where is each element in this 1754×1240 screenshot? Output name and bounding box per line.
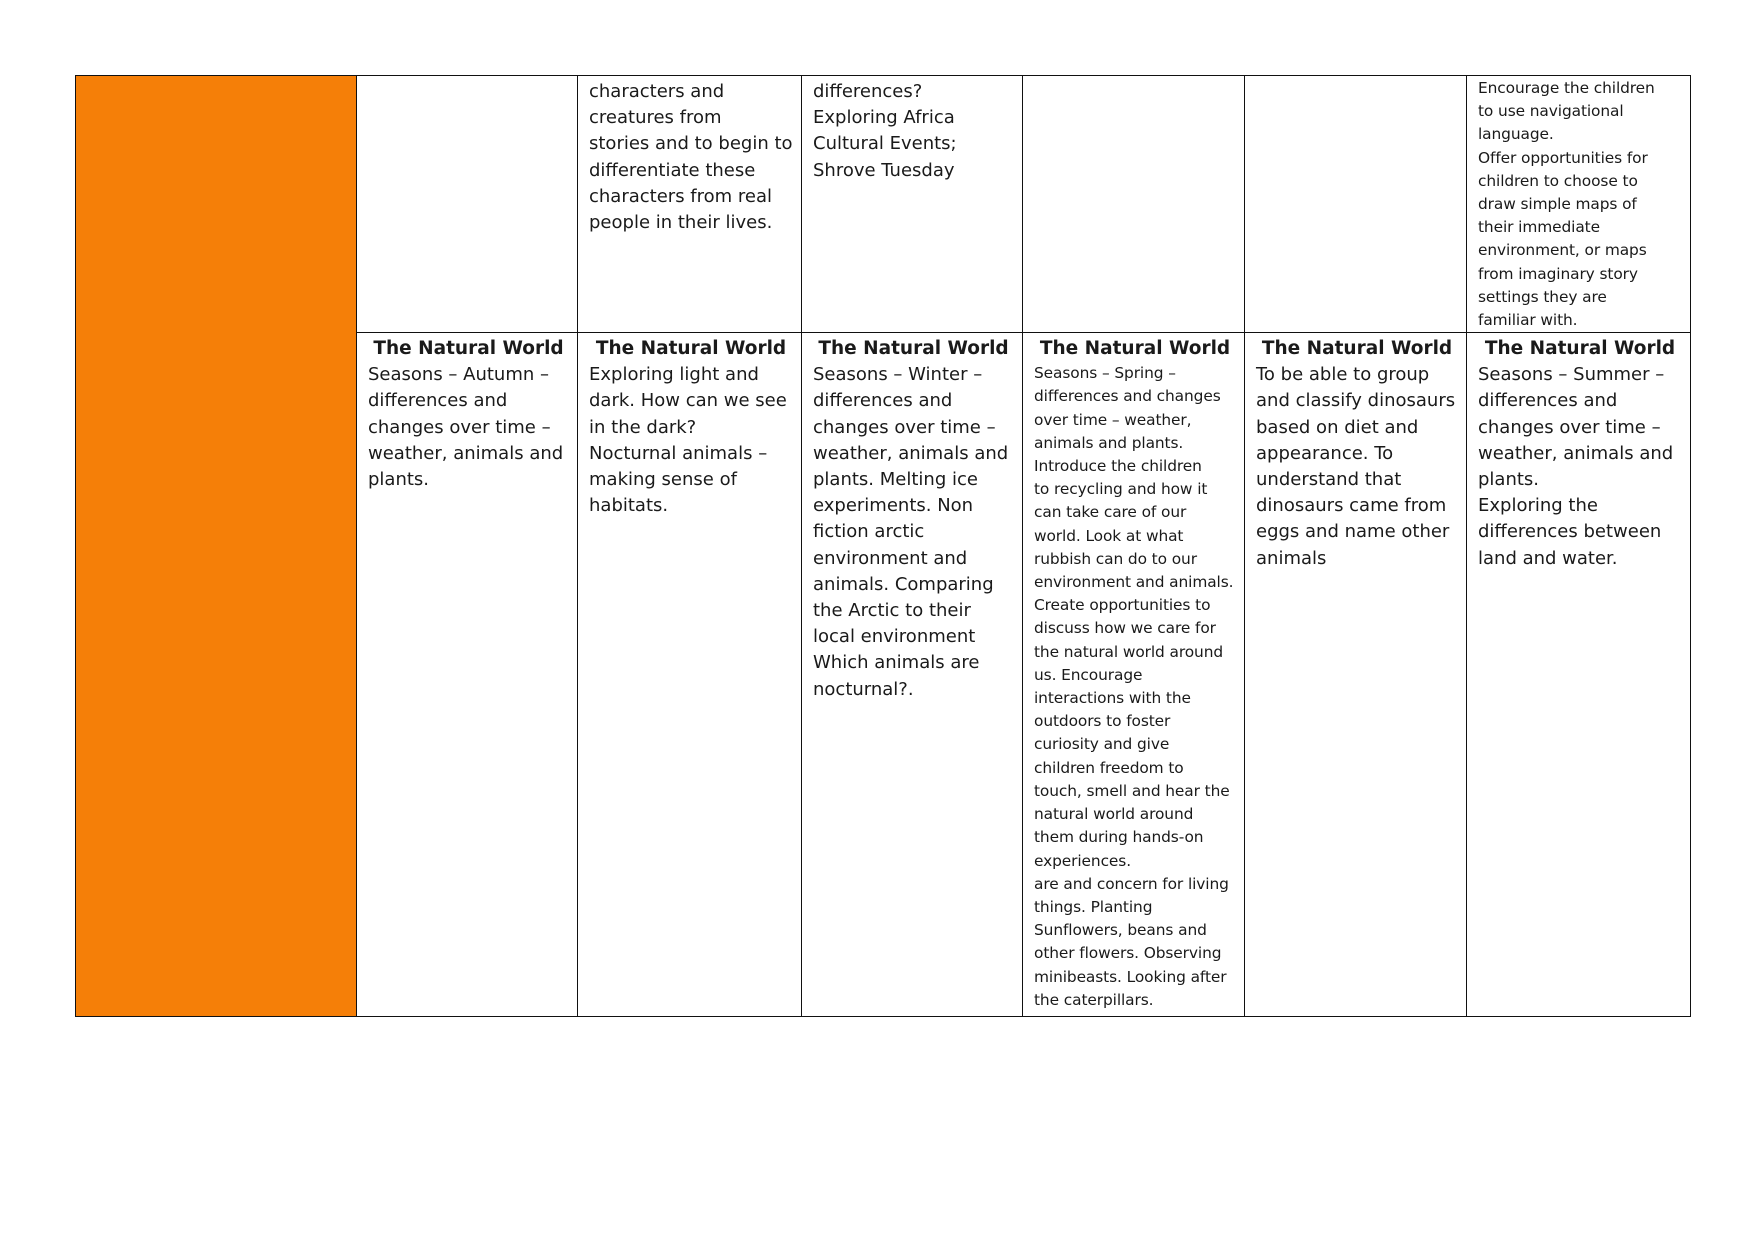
cell-text: Seasons – Winter – differences and changes over time – weather, animals and plants. Melting ice experiments. Non fiction arctic environment and animals. Comparing the Arctic to their local environment Which animals are nocturnal?. xyxy=(813,364,1009,700)
table-cell xyxy=(578,76,802,333)
table-cell xyxy=(357,333,578,1017)
cell-text: Seasons – Autumn – differences and changes over time – weather, animals and plants. xyxy=(368,364,564,491)
curriculum-table xyxy=(75,75,1691,1017)
cell-heading: The Natural World xyxy=(1484,338,1676,360)
section-color-band xyxy=(76,76,357,1017)
cell-text: differences? Exploring Africa Cultural Events; Shrove Tuesday xyxy=(813,81,957,181)
cell-heading: The Natural World xyxy=(1039,338,1231,360)
table-cell xyxy=(1023,333,1245,1017)
table-cell xyxy=(578,333,802,1017)
table-cell xyxy=(1467,333,1691,1017)
cell-heading: The Natural World xyxy=(373,338,564,360)
table-cell xyxy=(802,333,1023,1017)
cell-text: Seasons – Summer – differences and changes over time – weather, animals and plants. Exploring the differences between land and water. xyxy=(1478,364,1674,569)
cell-text: characters and creatures from stories and to begin to differentiate these characters from real people in their lives. xyxy=(589,81,793,234)
cell-text: Seasons – Spring – differences and changes over time – weather, animals and plants. Introduce the children to recycling and how it can take care of our world. Look at what rubbish can do to our environment and animals. Create opportunities to discuss how we care for the natural world around us. Encourage interactions with the outdoors to foster curiosity and give children freedom to touch, smell and hear the natural world around them during hands-on experiences. are and concern for living things. Planting Sunflowers, beans and other flowers. Observing minibeasts. Looking after the caterpillars. xyxy=(1034,364,1234,1009)
table-cell xyxy=(357,76,578,333)
table-cell xyxy=(802,76,1023,333)
cell-text: Exploring light and dark. How can we see in the dark? Nocturnal animals – making sense of habitats. xyxy=(589,364,787,517)
cell-text: To be able to group and classify dinosaurs based on diet and appearance. To understand that dinosaurs came from eggs and name other animals xyxy=(1256,364,1456,569)
cell-text: Encourage the children to use navigational language. Offer opportunities for children to choose to draw simple maps of their immediate environment, or maps from imaginary story settings they are familiar with. xyxy=(1478,79,1655,330)
cell-heading: The Natural World xyxy=(595,338,787,360)
cell-heading: The Natural World xyxy=(1261,338,1453,360)
table-cell xyxy=(1245,76,1467,333)
cell-heading: The Natural World xyxy=(818,338,1009,360)
table-cell xyxy=(1467,76,1691,333)
table-row xyxy=(76,76,1691,333)
table-cell xyxy=(1023,76,1245,333)
table-cell xyxy=(1245,333,1467,1017)
